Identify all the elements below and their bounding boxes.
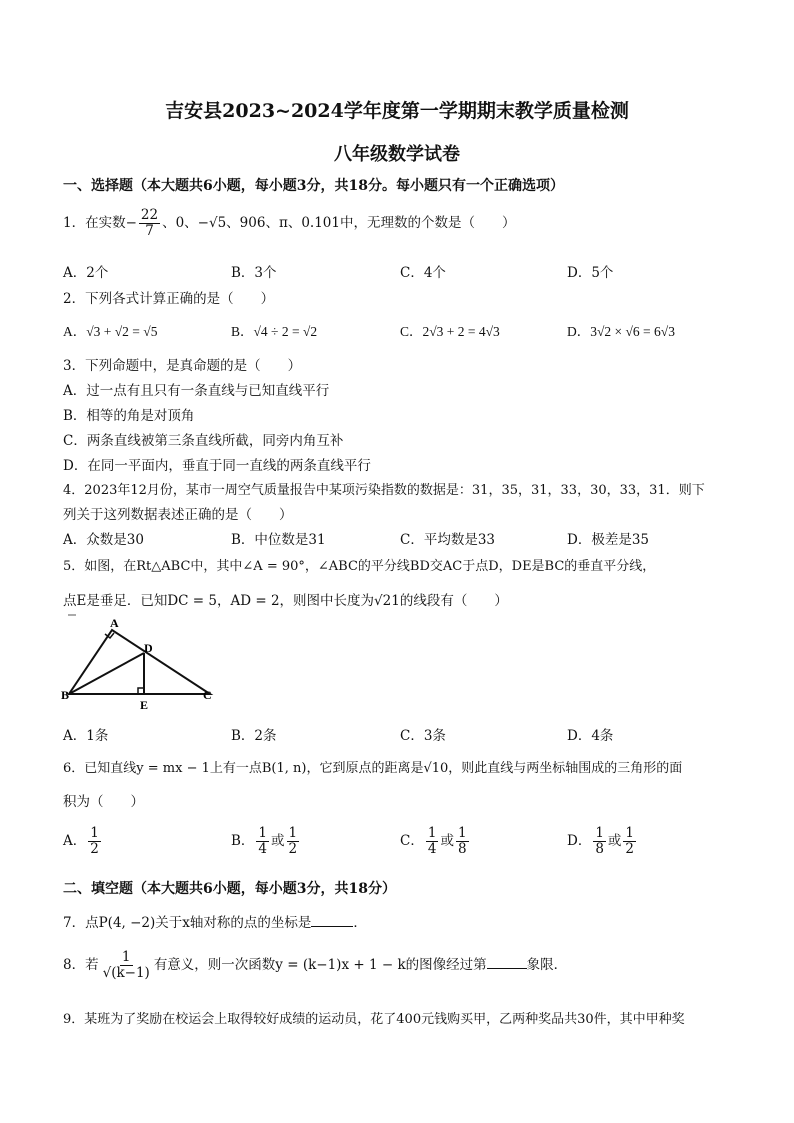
q6-b-num-2: 1 — [288, 825, 298, 841]
segment-bd — [69, 653, 144, 694]
q6-option-b — [231, 826, 301, 857]
q4-option-c: C．平均数是33 — [400, 532, 496, 548]
q6-b-den-2: 2 — [288, 841, 298, 857]
label-b: B — [61, 688, 70, 702]
q3-option-d: D．在同一平面内，垂直于同一直线的两条直线平行 — [63, 458, 371, 474]
q6-d-num-1: 1 — [595, 825, 604, 841]
q1-fraction-denominator: 7 — [145, 223, 154, 239]
q3-option-a: A．过一点有且只有一条直线与已知直线平行 — [63, 383, 330, 399]
question-1-stem — [63, 208, 515, 239]
question-7 — [63, 911, 367, 931]
q6-b-label: B． — [231, 833, 255, 849]
q4-option-a: A．众数是30 — [63, 532, 144, 548]
q6-a-label: A． — [63, 833, 87, 849]
q1-fraction — [139, 208, 160, 239]
q6-d-label: D． — [567, 833, 592, 849]
question-8 — [63, 950, 567, 981]
q8-end: 象限． — [526, 957, 568, 973]
q5-option-c: C．3条 — [400, 728, 446, 744]
q6-a-frac — [88, 826, 101, 857]
q6-c-num-1: 1 — [427, 825, 437, 841]
q6-c-frac-1 — [426, 826, 439, 857]
q8-fraction — [101, 950, 152, 981]
page-title: 吉安县2023~2024学年度第一学期期末教学质量检测 — [165, 100, 629, 122]
q6-option-c — [400, 826, 471, 857]
q1-option-c: C．4个 — [400, 265, 446, 281]
q2-option-a: A．√3 + √2 = √5 — [63, 324, 158, 339]
question-5-line-1: 5．如图，在Rt△ABC中，其中∠A = 90°，∠ABC的平分线BD交AC于点D，DE是BC的垂直平分线， — [63, 559, 656, 574]
section-heading-fill: 二、填空题（本大题共6小题，每小题3分，共18分） — [63, 881, 396, 897]
q6-a-num: 1 — [90, 825, 99, 841]
label-d: D — [144, 641, 153, 655]
section-heading-choice: 一、选择题（本大题共6小题，每小题3分，共18分。每小题只有一个正确选项） — [63, 178, 564, 194]
q4-option-d: D．极差是35 — [567, 532, 650, 548]
question-4-line-1: 4．2023年12月份，某市一周空气质量报告中某项污染指数的数据是：31，35，31，33，30，33，31．则下 — [63, 483, 705, 498]
q1-option-b: B．3个 — [231, 265, 277, 281]
q7-answer-blank[interactable] — [311, 914, 353, 927]
q1-minus: − — [125, 215, 137, 231]
q2-option-d: D．3√2 × √6 = 6√3 — [567, 324, 675, 339]
q6-b-or: 或 — [271, 833, 285, 849]
q6-c-frac-2 — [456, 826, 469, 857]
q8-answer-blank[interactable] — [487, 956, 527, 969]
q5-option-d: D．4条 — [567, 728, 614, 744]
q1-prefix: 1．在实数 — [63, 215, 126, 231]
q5-option-b: B．2条 — [231, 728, 277, 744]
question-5-line-2: 点E是垂足．已知DC = 5，AD = 2，则图中长度为√21的线段有（ ） — [63, 593, 508, 609]
q6-d-or: 或 — [607, 833, 622, 849]
page-subtitle: 八年级数学试卷 — [334, 144, 460, 165]
q6-option-a — [63, 826, 103, 857]
q3-option-b: B．相等的角是对顶角 — [63, 408, 195, 424]
q2-option-b: B．√4 ÷ 2 = √2 — [231, 324, 318, 339]
q1-option-a: A．2个 — [63, 265, 109, 281]
question-9-line-1: 9．某班为了奖励在校运会上取得较好成绩的运动员，花了400元钱购买甲，乙两种奖品共30件，其中甲种奖 — [63, 1012, 685, 1027]
q6-c-label: C． — [400, 833, 424, 849]
q5-triangle-figure — [60, 612, 220, 712]
q6-d-den-2: 2 — [625, 841, 635, 857]
q7-end: ． — [353, 915, 367, 931]
q6-c-or: 或 — [440, 833, 454, 849]
q6-b-frac-2 — [287, 826, 300, 857]
question-4-line-2: 列关于这列数据表述正确的是（ ） — [63, 507, 293, 523]
q1-fraction-numerator: 22 — [140, 207, 159, 223]
q8-prefix: 8．若 — [63, 957, 99, 973]
q6-c-num-2: 1 — [457, 825, 467, 841]
q6-c-den-1: 4 — [427, 841, 437, 857]
q6-c-den-2: 8 — [457, 841, 467, 857]
q8-fraction-denominator: √(k−1) — [102, 965, 150, 981]
q6-d-den-1: 8 — [595, 841, 604, 857]
q1-option-d: D．5个 — [567, 265, 614, 281]
q6-b-frac-1 — [256, 826, 269, 857]
label-e: E — [140, 698, 149, 712]
q5-option-a: A．1条 — [63, 728, 109, 744]
q1-mid: 、0、−√5、906、π、0.101中，无理数的个数是（ ） — [162, 215, 516, 231]
q8-fraction-numerator: 1 — [121, 949, 131, 965]
q4-option-b: B．中位数是31 — [231, 532, 326, 548]
q8-mid: 有意义，则一次函数y = (k−1)x + 1 − k的图像经过第 — [153, 957, 487, 973]
q2-option-c: C．2√3 + 2 = 4√3 — [400, 324, 500, 339]
q6-a-den: 2 — [90, 841, 99, 857]
q6-b-num-1: 1 — [258, 825, 268, 841]
triangle-abc — [69, 630, 210, 694]
question-6-line-2: 积为（ ） — [63, 794, 144, 810]
q6-d-frac-2 — [623, 826, 636, 857]
q6-d-num-2: 1 — [625, 825, 635, 841]
q3-option-c: C．两条直线被第三条直线所截，同旁内角互补 — [63, 433, 344, 449]
q6-option-d — [567, 826, 638, 857]
q6-d-frac-1 — [593, 826, 606, 857]
q7-text: 7．点P(4, −2)关于x轴对称的点的坐标是 — [63, 915, 312, 931]
label-c: C — [203, 688, 212, 702]
label-a: A — [110, 616, 119, 630]
question-6-line-1: 6．已知直线y = mx − 1上有一点B(1, n)，它到原点的距离是√10，则此直线与两坐标轴围成的三角形的面 — [63, 761, 683, 776]
q6-b-den-1: 4 — [258, 841, 268, 857]
question-2-stem: 2．下列各式计算正确的是（ ） — [63, 291, 275, 307]
question-3-stem: 3．下列命题中，是真命题的是（ ） — [63, 358, 302, 374]
